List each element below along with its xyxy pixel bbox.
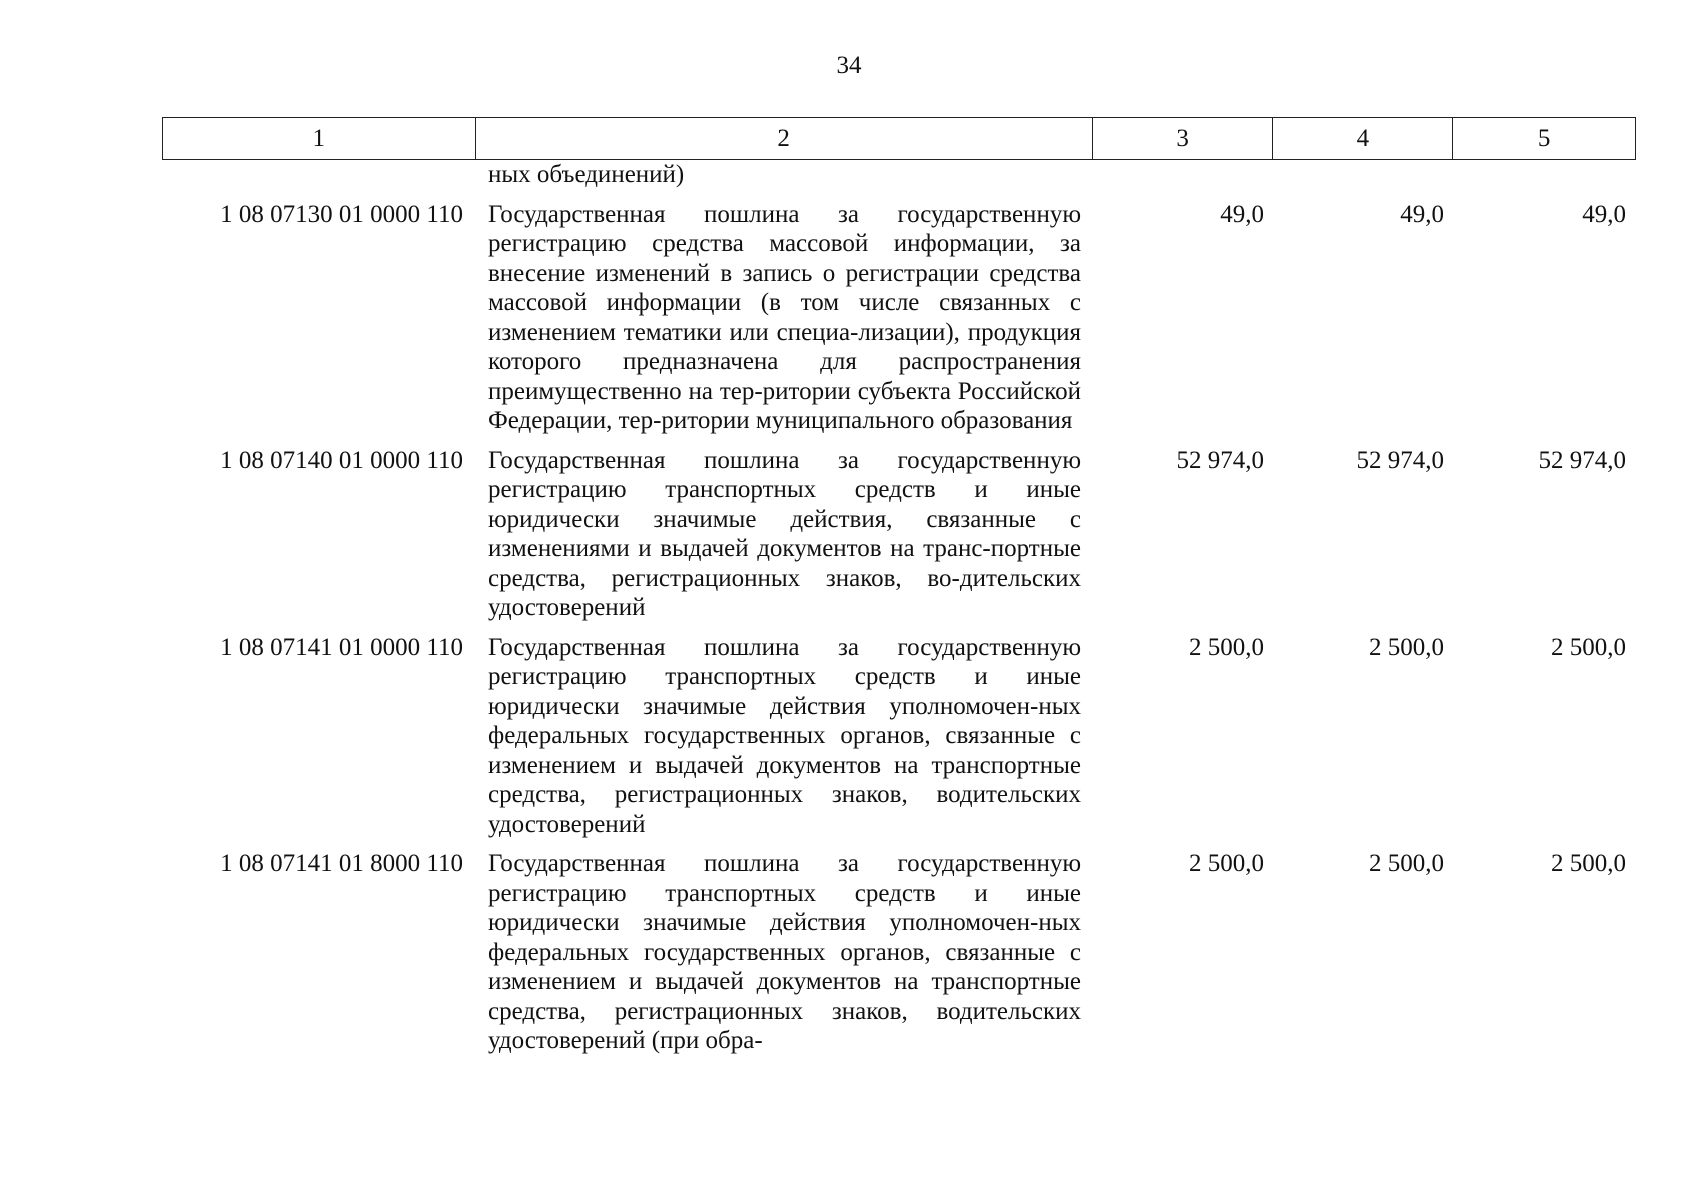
header-col-3: 3 xyxy=(1093,118,1274,159)
header-col-4: 4 xyxy=(1273,118,1453,159)
row-col4-value: 2 500,0 xyxy=(1369,633,1444,661)
row-code: 1 08 07130 01 0000 110 xyxy=(220,200,463,228)
row-code: 1 08 07141 01 8000 110 xyxy=(220,850,463,877)
row-col5-value: 2 500,0 xyxy=(1551,850,1626,877)
row-col5-value: 49,0 xyxy=(1582,200,1626,228)
row-col3-value: 2 500,0 xyxy=(1189,633,1264,661)
table-row xyxy=(162,200,1636,436)
header-col-5: 5 xyxy=(1537,124,1551,152)
page-number: 34 xyxy=(836,52,862,79)
row-description: Государственная пошлина за государственную регистрацию транспортных средств и иные юридически значимые действия, связанные с изменениями и выдачей документов на транс-портные средства, регистрационных знаков, во-дительских удостоверений xyxy=(488,446,1081,621)
row-description: Государственная пошлина за государственную регистрацию транспортных средств и иные юридически значимые действия уполномочен-ных федеральных государственных органов, связанные с изменением и выдачей документов на транспортные средства, регистрационных знаков, водительских удостоверений (при обра- xyxy=(488,850,1081,1054)
row-col3-value: 52 974,0 xyxy=(1176,446,1264,474)
continuation-text: ных объединений) xyxy=(488,161,685,188)
row-code: 1 08 07141 01 0000 110 xyxy=(220,633,463,661)
row-col3-value: 2 500,0 xyxy=(1189,850,1264,877)
row-col5-value: 2 500,0 xyxy=(1551,633,1626,661)
header-col-1: 1 xyxy=(163,118,476,159)
continuation-row xyxy=(162,160,1636,190)
row-col5-value: 52 974,0 xyxy=(1538,446,1626,474)
table-header xyxy=(162,117,1636,160)
header-col-2: 2 xyxy=(476,118,1093,159)
row-col3-value: 49,0 xyxy=(1220,200,1264,228)
row-description: Государственная пошлина за государственную регистрацию транспортных средств и иные юридически значимые действия уполномочен-ных федеральных государственных органов, связанные с изменением и выдачей документов на транспортные средства, регистрационных знаков, водительских удостоверений xyxy=(488,633,1081,838)
row-code: 1 08 07140 01 0000 110 xyxy=(220,446,463,474)
table-row xyxy=(162,446,1636,623)
table-row xyxy=(162,849,1636,1056)
row-col4-value: 2 500,0 xyxy=(1369,850,1444,877)
row-description: Государственная пошлина за государственную регистрацию средства массовой информации, за внесение изменений в запись о регистрации средства массовой информации (в том числе связанных с изменением тематики или специа-лизации), продукция которого предназначена для распространения преимущественно на тер-ритории субъекта Российской Федерации, тер-ритории муниципального образования xyxy=(488,200,1081,434)
table-row xyxy=(162,633,1636,840)
table-body xyxy=(162,160,1636,1056)
row-col4-value: 52 974,0 xyxy=(1356,446,1444,474)
row-col4-value: 49,0 xyxy=(1400,200,1444,228)
